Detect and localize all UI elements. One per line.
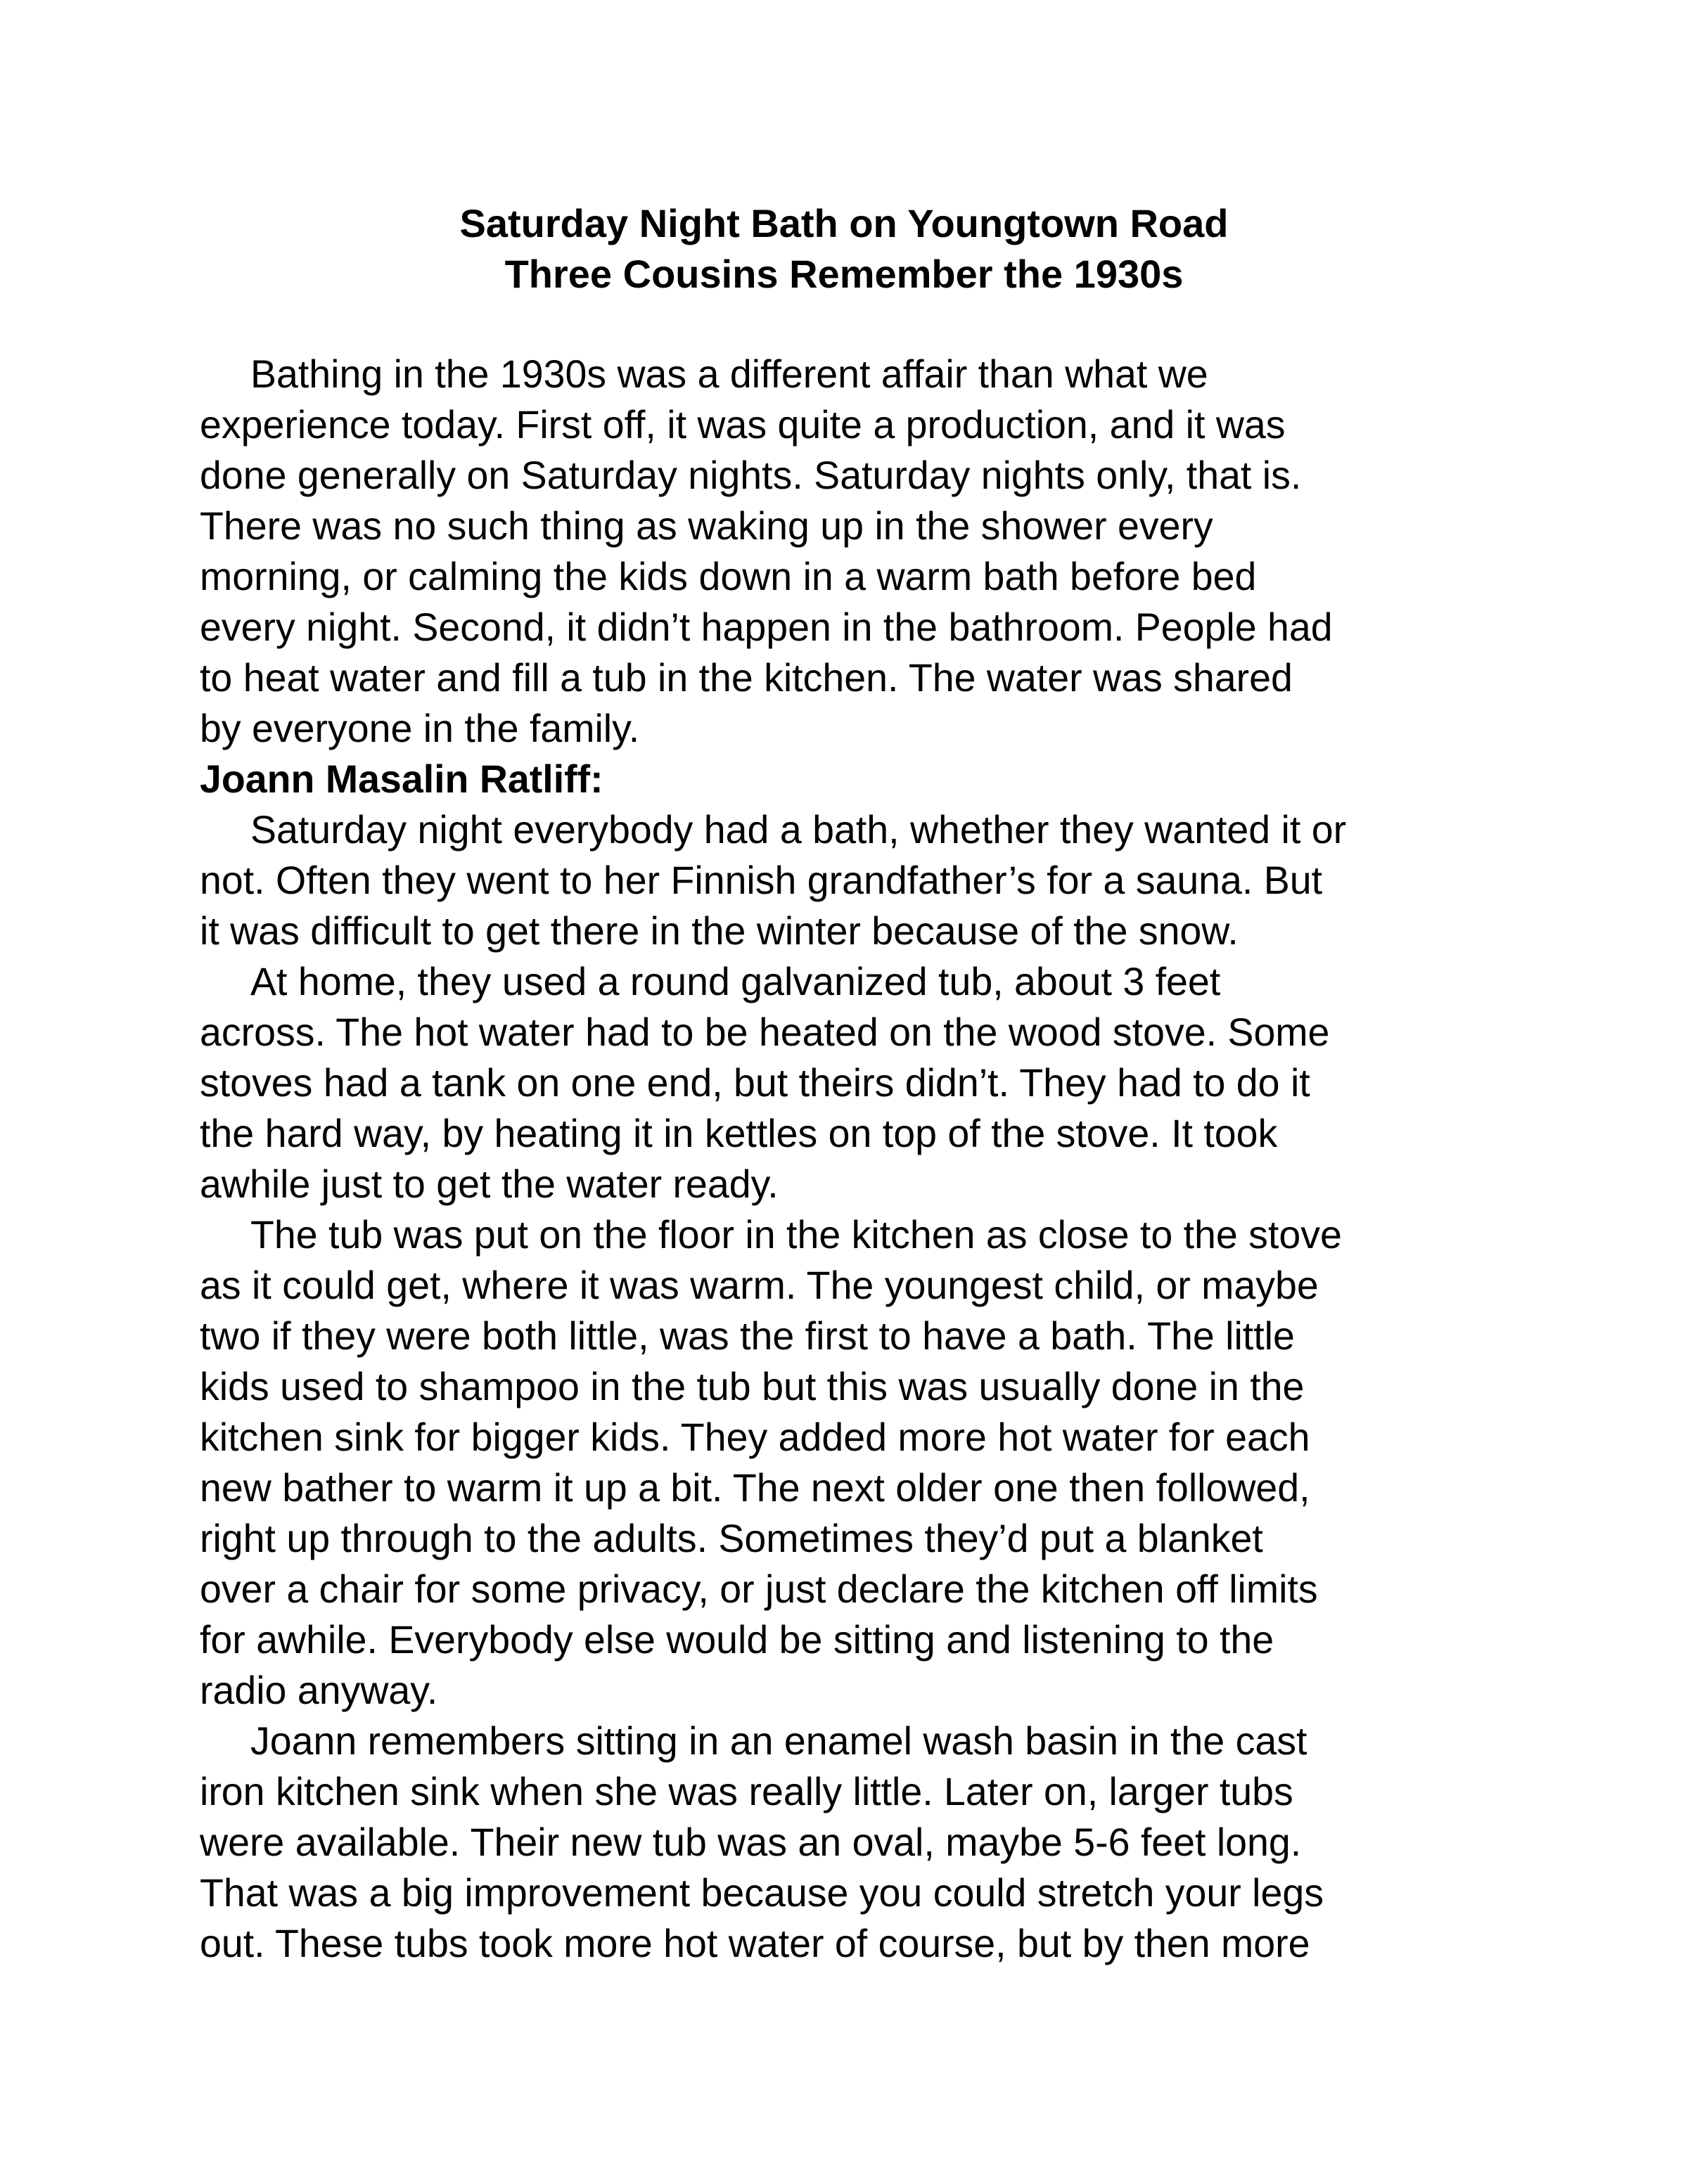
text-line: stoves had a tank on one end, but theirs didn’t. They had to do it xyxy=(200,1061,1310,1105)
text-line: kids used to shampoo in the tub but this was usually done in the xyxy=(200,1365,1305,1408)
text-line: morning, or calming the kids down in a warm bath before bed xyxy=(200,555,1257,598)
text-line: There was no such thing as waking up in the shower every xyxy=(200,504,1213,548)
text-line: two if they were both little, was the first to have a bath. The little xyxy=(200,1314,1295,1358)
text-line: right up through to the adults. Sometimes they’d put a blanket xyxy=(200,1517,1263,1560)
text-line: Bathing in the 1930s was a different affair than what we xyxy=(250,352,1208,396)
text-line: Joann remembers sitting in an enamel wash basin in the cast xyxy=(250,1719,1307,1763)
text-line: kitchen sink for bigger kids. They added more hot water for each xyxy=(200,1415,1310,1459)
text-line: That was a big improvement because you could stretch your legs xyxy=(200,1871,1324,1915)
text-line: awhile just to get the water ready. xyxy=(200,1162,779,1206)
text-line: The tub was put on the floor in the kitchen as close to the stove xyxy=(250,1213,1342,1257)
text-line: across. The hot water had to be heated on the wood stove. Some xyxy=(200,1010,1330,1054)
text-line: radio anyway. xyxy=(200,1669,438,1712)
article-body xyxy=(200,349,1536,1969)
text-line: At home, they used a round galvanized tub, about 3 feet xyxy=(250,960,1221,1003)
text-line: Saturday night everybody had a bath, whether they wanted it or xyxy=(250,808,1347,852)
title-block xyxy=(0,198,1688,300)
page-subtitle: Three Cousins Remember the 1930s xyxy=(504,252,1184,296)
text-line: every night. Second, it didn’t happen in the bathroom. People had xyxy=(200,605,1333,649)
section-heading: Joann Masalin Ratliff: xyxy=(200,757,603,801)
page-title: Saturday Night Bath on Youngtown Road xyxy=(459,201,1229,245)
text-line: as it could get, where it was warm. The youngest child, or maybe xyxy=(200,1264,1319,1307)
text-line: experience today. First off, it was quite a production, and it was xyxy=(200,403,1286,447)
text-line: out. These tubs took more hot water of course, but by then more xyxy=(200,1922,1310,1965)
text-line: not. Often they went to her Finnish grandfather’s for a sauna. But xyxy=(200,859,1323,902)
text-line: the hard way, by heating it in kettles on top of the stove. It took xyxy=(200,1112,1278,1155)
text-line: done generally on Saturday nights. Saturday nights only, that is. xyxy=(200,454,1302,497)
text-line: by everyone in the family. xyxy=(200,707,640,750)
text-line: for awhile. Everybody else would be sitting and listening to the xyxy=(200,1618,1274,1662)
text-line: it was difficult to get there in the winter because of the snow. xyxy=(200,909,1239,953)
text-line: to heat water and fill a tub in the kitchen. The water was shared xyxy=(200,656,1293,700)
text-line: iron kitchen sink when she was really little. Later on, larger tubs xyxy=(200,1770,1293,1813)
text-line: over a chair for some privacy, or just declare the kitchen off limits xyxy=(200,1567,1318,1611)
text-line: new bather to warm it up a bit. The next older one then followed, xyxy=(200,1466,1310,1510)
text-line: were available. Their new tub was an oval, maybe 5-6 feet long. xyxy=(200,1820,1302,1864)
